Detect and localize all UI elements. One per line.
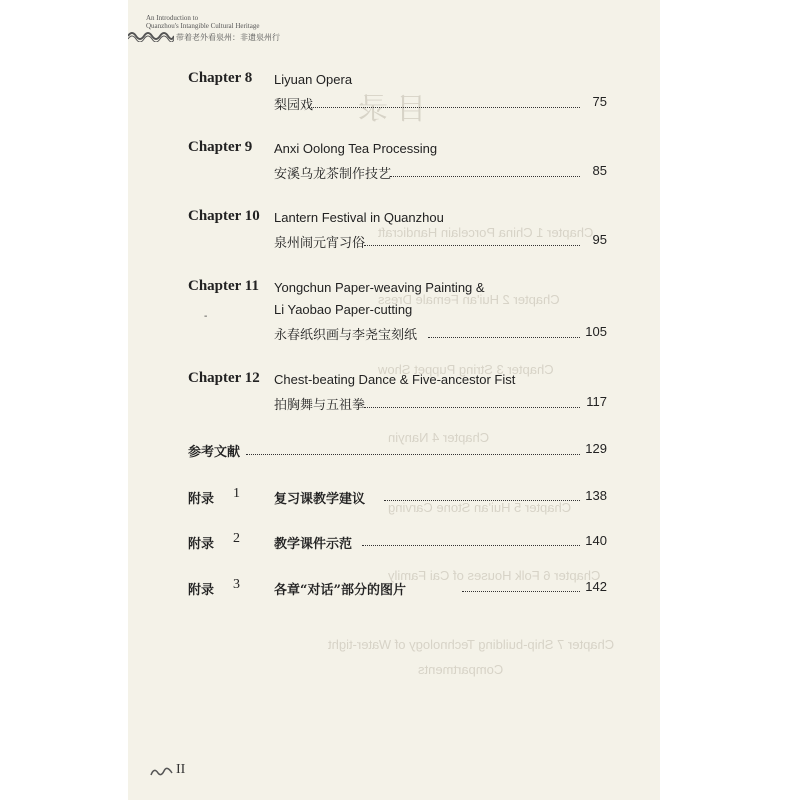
appendix-3-page: 142: [585, 579, 607, 594]
chapter-9-english-title: Anxi Oolong Tea Processing: [274, 141, 438, 156]
chapter-11-page: 105: [585, 324, 607, 339]
bleed-through-text: Compartments: [418, 662, 504, 677]
chapter-9-chinese-title: 安溪乌龙茶制作技艺: [274, 167, 392, 182]
leader-dots: [428, 337, 580, 338]
leader-dots: [384, 500, 580, 501]
leader-dots: [364, 407, 580, 408]
appendix-1-title: 复习课教学建议: [274, 492, 366, 507]
leader-dots: [308, 107, 580, 108]
header-english-line1: An Introduction to: [146, 14, 199, 22]
bleed-through-text: Chapter 4 Nanyin: [388, 430, 490, 445]
appendix-1-page: 138: [585, 488, 607, 503]
chapter-8-label: Chapter 8: [188, 70, 253, 86]
chapter-9-page: 85: [592, 163, 607, 178]
header-chinese-title: 带着老外看泉州：非遗泉州行: [176, 33, 280, 42]
chapter-12-chinese-title: 拍胸舞与五祖拳: [274, 398, 366, 413]
references-page: 129: [585, 441, 607, 456]
chapter-8-page: 75: [592, 94, 607, 109]
chapter-11-label: Chapter 11: [188, 278, 259, 294]
chapter-11-english-title-line2: Li Yaobao Paper-cutting: [274, 302, 413, 317]
bleed-through-text: Chapter 5 Hui'an Stone Carving: [388, 500, 572, 515]
leader-dots: [246, 454, 580, 455]
chapter-11-english-title: Yongchun Paper-weaving Painting &: [274, 280, 485, 295]
appendix-1-label: 附录: [188, 492, 215, 507]
appendix-2-page: 140: [585, 533, 607, 548]
chapter-10-page: 95: [592, 232, 607, 247]
chapter-8-english-title: Liyuan Opera: [274, 72, 353, 87]
wave-ornament-icon: [150, 765, 174, 777]
page-number: II: [176, 762, 186, 777]
bleed-through-title: 目 录: [358, 93, 427, 126]
bleed-through-text: Chapter 7 Ship-building Technology of Water-tight: [328, 637, 615, 652]
bleed-through-text: Chapter 3 String Puppet Show: [378, 362, 554, 377]
chapter-10-english-title: Lantern Festival in Quanzhou: [274, 210, 444, 225]
chapter-9-label: Chapter 9: [188, 139, 253, 155]
appendix-2-number: 2: [233, 531, 240, 546]
header-english-title: [146, 14, 259, 30]
chapter-10-label: Chapter 10: [188, 208, 260, 224]
appendix-1-number: 1: [233, 486, 240, 501]
header-english-line2: Quanzhou's Intangible Cultural Heritage: [146, 22, 260, 30]
chapter-11-chinese-title: 永春纸织画与李尧宝刻纸: [274, 328, 418, 343]
margin-mark: -: [204, 311, 208, 322]
leader-dots: [390, 176, 580, 177]
chapter-12-page: 117: [586, 394, 607, 409]
appendix-2-label: 附录: [188, 537, 215, 552]
chapter-12-english-title: Chest-beating Dance & Five-ancestor Fist: [274, 372, 516, 387]
chapter-10-chinese-title: 泉州闹元宵习俗: [274, 236, 366, 251]
document-page: [128, 0, 660, 800]
leader-dots: [362, 545, 580, 546]
cloud-ornament-icon: [128, 30, 174, 42]
appendix-3-number: 3: [233, 577, 240, 592]
leader-dots: [364, 245, 580, 246]
appendix-3-label: 附录: [188, 583, 215, 598]
bleed-through-text: Chapter 1 China Porcelain Handicraft: [378, 225, 594, 240]
bleed-through-text: Chapter 6 Folk Houses of Cai Family: [388, 568, 601, 583]
chapter-8-chinese-title: 梨园戏: [274, 98, 314, 113]
references-title: 参考文献: [188, 445, 241, 460]
appendix-2-title: 教学课件示范: [274, 537, 353, 552]
bleed-through-text: Chapter 2 Hui'an Female Dress: [378, 292, 560, 307]
appendix-3-title: 各章“对话”部分的图片: [274, 583, 406, 598]
leader-dots: [462, 591, 580, 592]
chapter-12-label: Chapter 12: [188, 370, 260, 386]
